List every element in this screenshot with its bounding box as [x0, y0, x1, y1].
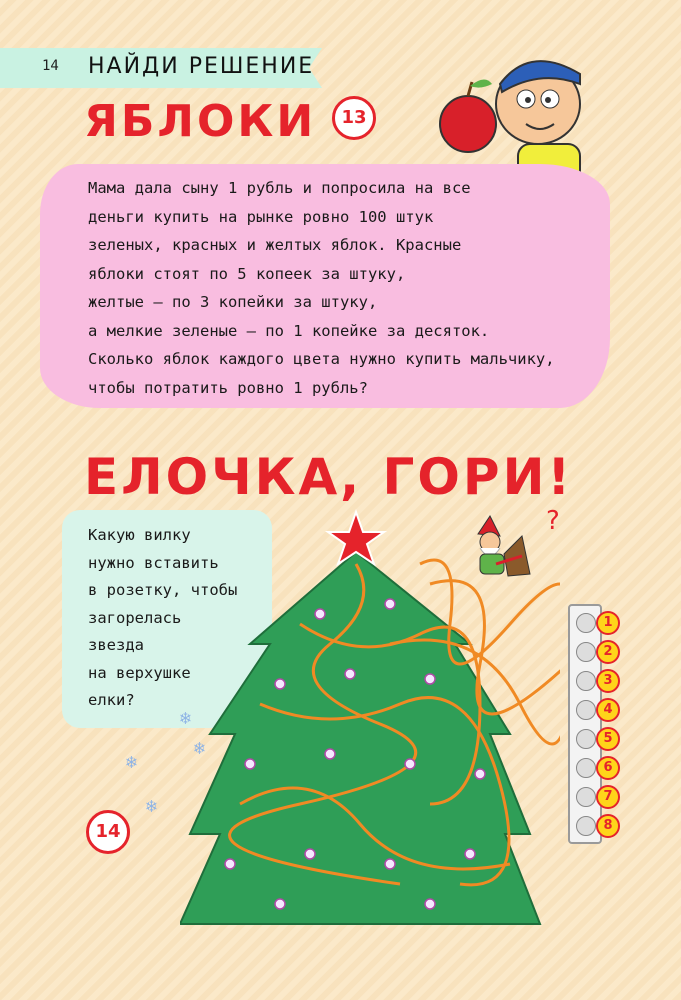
- text-line: нужно вставить: [88, 553, 219, 572]
- snowflake-icon: ❄: [146, 796, 157, 817]
- socket-hole: [576, 758, 596, 778]
- socket-number: 1: [596, 611, 620, 635]
- apples-problem-text: [88, 174, 588, 402]
- socket-hole: [576, 700, 596, 720]
- power-strip-icon: [568, 604, 613, 844]
- socket-row: [570, 784, 630, 810]
- socket-number: 7: [596, 785, 620, 809]
- socket-row: [570, 726, 630, 752]
- text-line: в розетку, чтобы: [88, 581, 238, 599]
- socket-number: 2: [596, 640, 620, 664]
- socket-hole: [576, 613, 596, 633]
- socket-number: 8: [596, 814, 620, 838]
- socket-hole: [576, 671, 596, 691]
- text-line: Какую вилку: [88, 526, 191, 544]
- apples-title: ЯБЛОКИ: [84, 96, 317, 147]
- socket-row: [570, 813, 630, 839]
- snowflake-icon: ❄: [194, 738, 205, 759]
- socket-row: [570, 668, 630, 694]
- text-line: деньги купить на рынке ровно 100 штук: [88, 207, 434, 226]
- socket-hole: [576, 642, 596, 662]
- text-line: елки?: [88, 691, 135, 709]
- socket-row: [570, 639, 630, 665]
- section-title: НАЙДИ РЕШЕНИЕ: [88, 54, 315, 79]
- socket-hole: [576, 729, 596, 749]
- puzzle-number-badge: 14: [86, 810, 130, 854]
- text-line: Мама дала сыну 1 рубль и попросила на все: [88, 179, 471, 197]
- question-mark: ?: [546, 506, 560, 536]
- socket-hole: [576, 787, 596, 807]
- socket-number: 3: [596, 669, 620, 693]
- christmas-tree-illustration: [180, 504, 560, 934]
- text-line: Сколько яблок каждого цвета нужно купить мальчику,: [88, 350, 555, 368]
- page-number: 14: [42, 58, 59, 74]
- snowflake-icon: ❄: [126, 752, 137, 773]
- text-line: звезда: [88, 636, 144, 654]
- text-line: на верхушке: [88, 663, 191, 682]
- socket-hole: [576, 816, 596, 836]
- text-line: а мелкие зеленые — по 1 копейке за десяток.: [88, 321, 490, 340]
- text-line: желтые — по 3 копейки за штуку,: [88, 293, 378, 311]
- text-line: чтобы потратить ровно 1 рубль?: [88, 378, 368, 397]
- socket-number: 6: [596, 756, 620, 780]
- socket-row: [570, 610, 630, 636]
- puzzle-number-badge: 13: [332, 96, 376, 140]
- socket-row: [570, 755, 630, 781]
- snowflake-icon: ❄: [180, 708, 191, 729]
- socket-number: 4: [596, 698, 620, 722]
- text-line: яблоки стоят по 5 копеек за штуку,: [88, 264, 406, 283]
- socket-number: 5: [596, 727, 620, 751]
- tree-title: ЕЛОЧКА, ГОРИ!: [84, 448, 574, 506]
- text-line: зеленых, красных и желтых яблок. Красные: [88, 236, 462, 254]
- socket-row: [570, 697, 630, 723]
- text-line: загорелась: [88, 608, 182, 627]
